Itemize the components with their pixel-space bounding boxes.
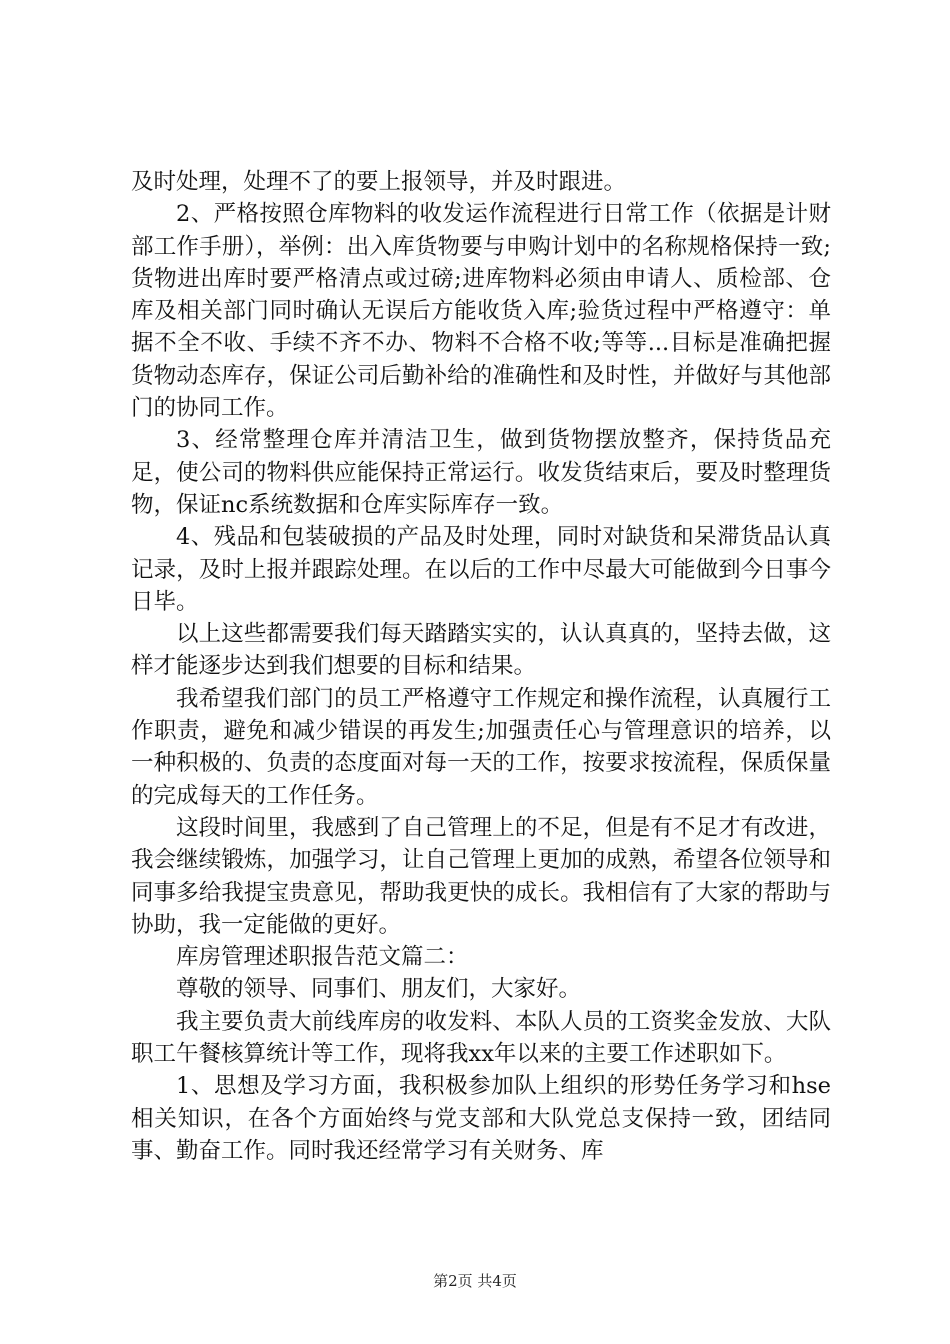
paragraph-6: 我希望我们部门的员工严格遵守工作规定和操作流程，认真履行工作职责，避免和减少错误的再发生;加强责任心与管理意识的培养，以一种积极的、负责的态度面对每一天的工作，按要求按流程，保质保量的完成每天的工作任务。 bbox=[131, 685, 831, 809]
page-footer bbox=[0, 1271, 950, 1291]
paragraph-2: 2、严格按照仓库物料的收发运作流程进行日常工作（依据是计财部工作手册），举例：出入库货物要与申购计划中的名称规格保持一致;货物进出库时要严格清点或过磅;进库物料必须由申请人、质检部、仓库及相关部门同时确认无误后方能收货入库;验货过程中严格遵守：单据不全不收、手续不齐不办、物料不合格不收;等等...目标是准确把握货物动态库存，保证公司后勤补给的准确性和及时性，并做好与其他部门的协同工作。 bbox=[131, 201, 831, 422]
paragraph-10: 我主要负责大前线库房的收发料、本队人员的工资奖金发放、大队职工午餐核算统计等工作，现将我xx年以来的主要工作述职如下。 bbox=[131, 1008, 831, 1068]
section-heading: 库房管理述职报告范文篇二： bbox=[176, 944, 469, 971]
document-body bbox=[131, 166, 831, 1167]
paragraph-5: 以上这些都需要我们每天踏踏实实的，认认真真的，坚持去做，这样才能逐步达到我们想要的目标和结果。 bbox=[131, 621, 831, 680]
page-number-label: 第2页 共4页 bbox=[433, 1272, 517, 1290]
paragraph-3: 3、经常整理仓库并清洁卫生，做到货物摆放整齐，保持货品充足，使公司的物料供应能保持正常运行。收发货结束后，要及时整理货物，保证nc系统数据和仓库实际库存一致。 bbox=[131, 427, 831, 518]
paragraph-1: 及时处理，处理不了的要上报领导，并及时跟进。 bbox=[131, 169, 627, 195]
paragraph-11: 1、思想及学习方面，我积极参加队上组织的形势任务学习和hse相关知识，在各个方面始终与党支部和大队党总支保持一致，团结同事、勤奋工作。同时我还经常学习有关财务、库 bbox=[131, 1073, 831, 1164]
paragraph-7: 这段时间里，我感到了自己管理上的不足，但是有不足才有改进，我会继续锻炼，加强学习，让自己管理上更加的成熟，希望各位领导和同事多给我提宝贵意见，帮助我更快的成长。我相信有了大家的帮助与协助，我一定能做的更好。 bbox=[131, 814, 831, 938]
salutation: 尊敬的领导、同事们、朋友们，大家好。 bbox=[176, 976, 582, 1003]
paragraph-4: 4、残品和包装破损的产品及时处理，同时对缺货和呆滞货品认真记录，及时上报并跟踪处理。在以后的工作中尽最大可能做到今日事今日毕。 bbox=[131, 524, 831, 615]
